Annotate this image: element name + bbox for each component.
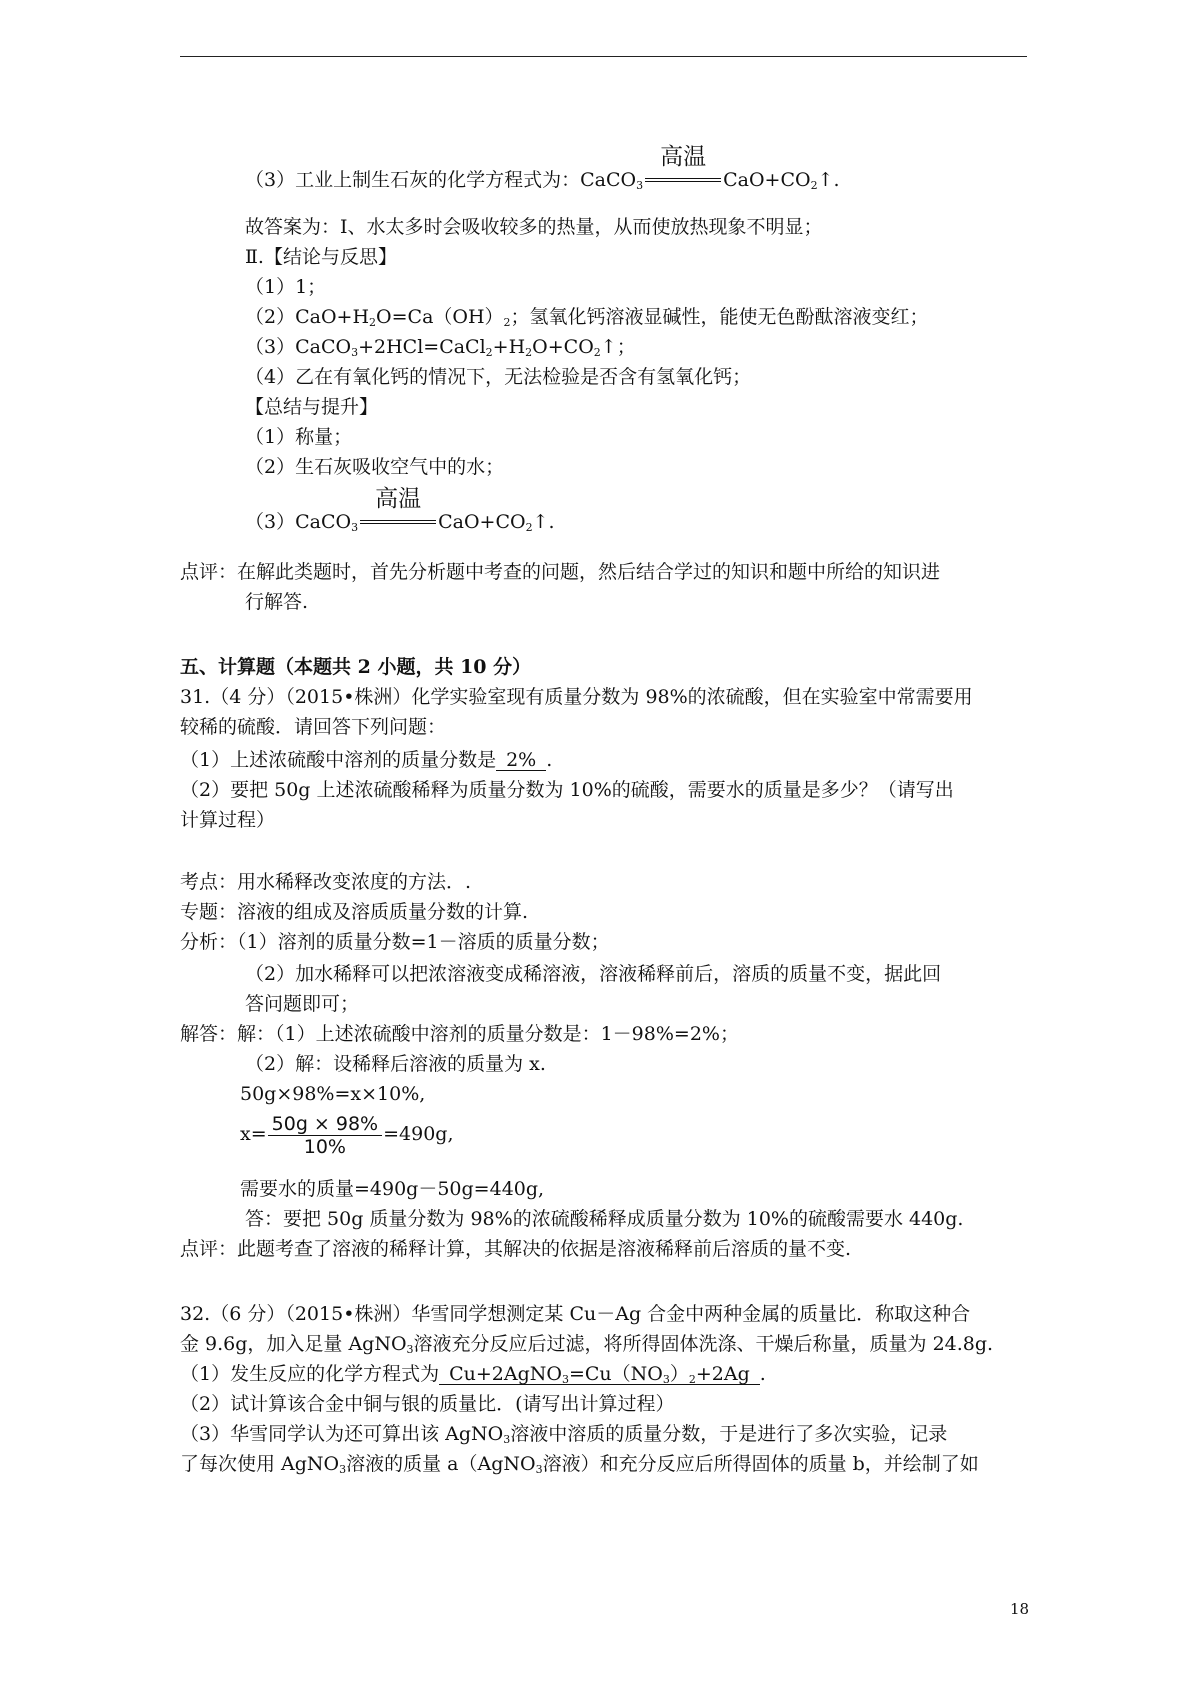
q32-part-3-line-1: （3）华雪同学认为还可算出该 AgNO$_3$溶液中溶质的质量分数，于是进行了多次实验，记录 [180,1423,948,1446]
comment-line-2: 行解答. [245,591,309,613]
answer-blank: $Cu+2AgNO_3=Cu(NO_3)_2+2Ag$ [439,1364,760,1385]
conclusion-2: $(2)CaO+H_2O=Ca(OH)_2$；氢氧化钙溶液显碱性，能使无色酚酞溶液变红； [245,306,929,329]
page-number: 18 [1010,1600,1030,1618]
q32-line-1: 32.（6 分）（2015•株洲）华雪同学想测定某 Cu－Ag 合金中两种金属的质量比．称取这种合 [180,1303,971,1325]
answer-blank: 2% [496,750,546,771]
jieda-1: 解答：解：（1）上述浓硫酸中溶剂的质量分数是：1－98%=2%； [180,1023,739,1045]
fraction-equation: x= $\frac{50g \times 98\%}{10\%}$ =490g, [240,1112,454,1158]
q31-line-2: 较稀的硫酸．请回答下列问题： [180,716,447,738]
q31-part-1: （1）上述浓硫酸中溶剂的质量分数是 2% . [180,749,553,771]
q32-part-3-line-2: 了每次使用 AgNO$_3$溶液的质量 a（AgNO$_3$溶液）和充分反应后所得固体的质量 b，并绘制了如 [180,1453,979,1476]
fenxi-1: 分析：（1）溶剂的质量分数=1－溶质的质量分数； [180,931,610,953]
comment-line-1: 点评：在解此类题时，首先分析题中考查的问题，然后结合学过的知识和题中所给的知识进 [180,561,941,583]
q32-part-1: （1）发生反应的化学方程式为 $Cu+2AgNO_3=Cu(NO_3)_2+2Ag$ . [180,1363,766,1386]
q31-line-1: 31.（4 分）（2015•株洲）化学实验室现有质量分数为 98%的浓硫酸，但在实验室中常需要用 [180,686,973,708]
q31-comment: 点评：此题考查了溶液的稀释计算，其解决的依据是溶液稀释前后溶质的量不变. [180,1238,852,1260]
jieda-5: 需要水的质量=490g－50g=440g, [240,1178,545,1200]
summary-1: （1）称量； [245,426,353,448]
summary-3: （3）CaCO$_3$ 高温 $CaO+CO_2↑$. [245,486,555,534]
q31-part-2-line-2: 计算过程） [180,809,276,831]
answer-intro: 故答案为：Ⅰ、水太多时会吸收较多的热量，从而使放热现象不明显； [245,216,823,238]
fraction: $\frac{50g \times 98\%}{10\%}$ [268,1113,382,1158]
section-title: 五、计算题（本题共 2 小题，共 10 分） [180,656,532,678]
q31-part-2-line-1: （2）要把 50g 上述浓硫酸稀释为质量分数为 10%的硫酸，需要水的质量是多少？（请写出 [180,779,954,801]
fenxi-2: （2）加水稀释可以把浓溶液变成稀溶液，溶液稀释前后，溶质的质量不变，据此回 [245,963,942,985]
zhuanti: 专题：溶液的组成及溶质质量分数的计算. [180,901,529,923]
q32-line-2: 金 9.6g，加入足量 AgNO$_3$溶液充分反应后过滤，将所得固体洗涤、干燥后称量，质量为 24.8g. [180,1333,994,1356]
conclusion-title: Ⅱ.【结论与反思】 [245,246,397,268]
fenxi-3: 答问题即可； [245,993,360,1015]
reaction-condition: 高温 [358,511,438,535]
jieda-3: 50g×98%=x×10%, [240,1083,426,1105]
equation-line-3: （3）工业上制生石灰的化学方程式为：CaCO$_3$ 高温 $CaO+CO_2↑$. [245,144,840,192]
conclusion-1: （1）1； [245,276,327,298]
summary-2: （2）生石灰吸收空气中的水； [245,456,505,478]
conclusion-3: $(3)CaCO_3+2HCl=CaCl_2+H_2O+CO_2↑$； [245,336,636,359]
jieda-6: 答：要把 50g 质量分数为 98%的浓硫酸稀释成质量分数为 10%的硫酸需要水 440g. [245,1208,964,1230]
reaction-condition: 高温 [643,169,723,193]
summary-title: 【总结与提升】 [245,396,379,418]
jieda-2: （2）解：设稀释后溶液的质量为 x. [245,1053,546,1075]
kaodian: 考点：用水稀释改变浓度的方法．. [180,871,472,893]
q32-part-2: （2）试计算该合金中铜与银的质量比．(请写出计算过程） [180,1393,675,1415]
conclusion-4: （4）乙在有氧化钙的情况下，无法检验是否含有氢氧化钙； [245,366,752,388]
header-rule [180,56,1027,57]
